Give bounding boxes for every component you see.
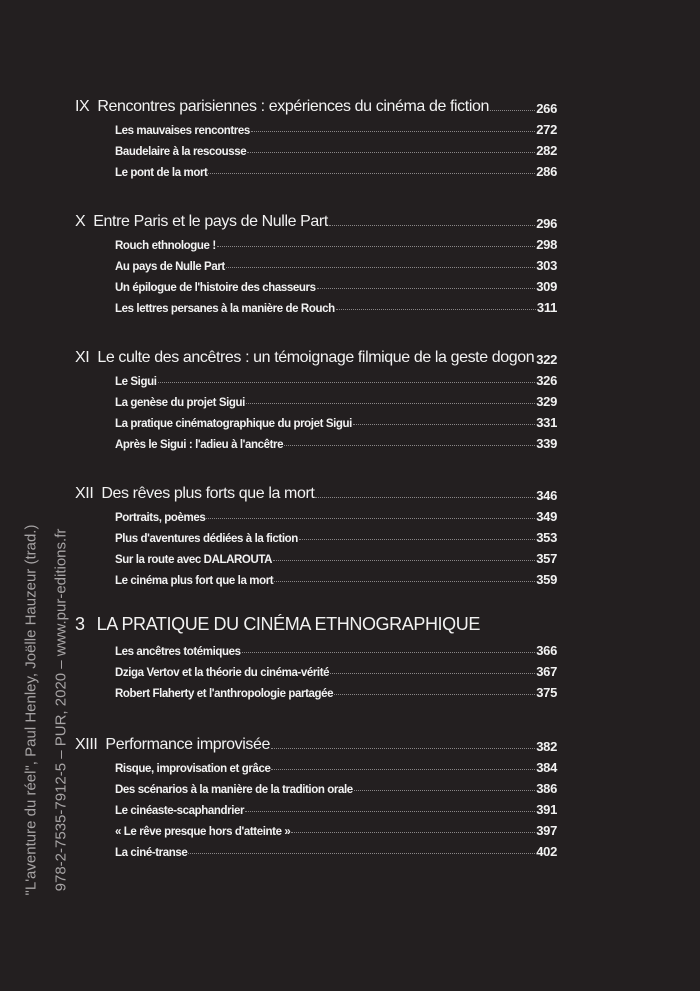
section-entry[interactable] [75, 566, 557, 587]
chapter-title [75, 485, 314, 503]
chapter-title-text: Des rêves plus forts que la mort [101, 485, 315, 502]
page-number: 282 [536, 143, 557, 158]
dot-leader [354, 790, 535, 791]
page-number: 309 [536, 279, 557, 294]
chapter-title-text: Performance improvisée [105, 736, 271, 753]
section-entry[interactable] [75, 367, 557, 388]
section-entry[interactable] [75, 409, 557, 430]
page-number: 349 [536, 509, 557, 524]
dot-leader [284, 445, 535, 446]
section-title: Plus d'aventures dédiées à la fiction [115, 533, 298, 545]
chapter-entry[interactable] [75, 343, 557, 367]
dot-leader [226, 267, 535, 268]
chapter-title-text: Le culte des ancêtres : un témoignage filmique de la geste dogon [97, 349, 535, 366]
page-number: 322 [536, 352, 558, 367]
section-entry[interactable] [75, 158, 557, 179]
dot-leader [329, 225, 535, 226]
chapter-title [75, 213, 328, 231]
chapter-title [75, 98, 489, 116]
dot-leader [271, 769, 535, 770]
chapter-entry[interactable] [75, 730, 557, 754]
page-number: 366 [536, 643, 557, 658]
page-number: 359 [536, 572, 557, 587]
chapter-entry[interactable] [75, 207, 557, 231]
page-number: 272 [536, 122, 557, 137]
page-number: 367 [536, 664, 557, 679]
dot-leader [291, 832, 535, 833]
section-entry[interactable] [75, 545, 557, 566]
section-title: La ciné-transe [115, 847, 188, 859]
section-title: Le cinéaste-scaphandrier [115, 805, 245, 817]
section-title: Le pont de la mort [115, 167, 208, 179]
page-number: 339 [536, 436, 557, 451]
section-entry[interactable] [75, 273, 557, 294]
chapter-title-text: Entre Paris et le pays de Nulle Part [93, 213, 328, 230]
page-number: 384 [536, 760, 557, 775]
dot-leader [273, 560, 535, 561]
section-title: Risque, improvisation et grâce [115, 763, 271, 775]
section-title: Baudelaire à la rescousse [115, 146, 247, 158]
page-number: 346 [536, 488, 557, 503]
section-entry[interactable] [75, 503, 557, 524]
section-title: Au pays de Nulle Part [115, 261, 225, 273]
page-number: 382 [536, 739, 557, 754]
section-title: Rouch ethnologue ! [115, 240, 216, 252]
section-title: La pratique cinématographique du projet Sigui [115, 418, 352, 430]
dot-leader [317, 288, 536, 289]
section-entry[interactable] [75, 775, 557, 796]
section-entry[interactable] [75, 116, 557, 137]
spacer [75, 451, 557, 479]
section-entry[interactable] [75, 294, 557, 315]
chapter-number: 3 [75, 614, 85, 634]
part-title [75, 614, 480, 635]
chapter-number: XI [75, 349, 90, 366]
page-number: 386 [536, 781, 557, 796]
dot-leader [336, 309, 536, 310]
watermark-line-2: 978-2-7535-7912-5 – PUR, 2020 – www.pur-editions.fr [52, 528, 70, 892]
dot-leader [188, 853, 535, 854]
section-title: Sur la route avec DALAROUTA [115, 554, 273, 566]
page-number: 402 [536, 844, 557, 859]
spacer [75, 700, 557, 730]
dot-leader [330, 673, 535, 674]
dot-leader [299, 539, 535, 540]
dot-leader [271, 748, 535, 749]
page-number: 303 [536, 258, 557, 273]
dot-leader [242, 652, 536, 653]
spacer [75, 587, 557, 607]
chapter-entry[interactable] [75, 479, 557, 503]
section-title: Les lettres persanes à la manière de Rouch [115, 303, 335, 315]
dot-leader [353, 424, 535, 425]
section-title: Des scénarios à la manière de la tradition orale [115, 784, 353, 796]
chapter-number: IX [75, 98, 90, 115]
dot-leader [334, 694, 535, 695]
dot-leader [274, 581, 535, 582]
section-entry[interactable] [75, 838, 557, 859]
watermark-line-1: "L'aventure du réel", Paul Henley, Joëlle Hauzeur (trad.) [22, 524, 40, 896]
section-entry[interactable] [75, 430, 557, 451]
dot-leader [217, 246, 535, 247]
section-entry[interactable] [75, 137, 557, 158]
chapter-number: XII [75, 485, 94, 502]
page-number: 266 [536, 101, 557, 116]
page-number: 326 [536, 373, 557, 388]
section-title: Portraits, poèmes [115, 512, 206, 524]
spacer [75, 315, 557, 343]
page-number: 375 [536, 685, 557, 700]
page-number: 296 [536, 216, 557, 231]
part-heading[interactable] [75, 607, 557, 635]
section-title: Les ancêtres totémiques [115, 646, 241, 658]
page-number: 353 [536, 530, 557, 545]
dot-leader [245, 811, 535, 812]
section-title: « Le rêve presque hors d'atteinte » [115, 826, 291, 838]
dot-leader [247, 152, 535, 153]
page-number: 329 [536, 394, 557, 409]
spacer [75, 179, 557, 207]
table-of-contents [75, 92, 557, 859]
chapter-title [75, 736, 270, 754]
section-entry[interactable] [75, 817, 557, 838]
section-entry[interactable] [75, 231, 557, 252]
section-title: Robert Flaherty et l'anthropologie partagée [115, 688, 334, 700]
chapter-title-text: LA PRATIQUE DU CINÉMA ETHNOGRAPHIQUE [96, 614, 480, 634]
section-title: Le Sigui [115, 376, 157, 388]
section-title: Dziga Vertov et la théorie du cinéma-vérité [115, 667, 330, 679]
section-entry[interactable] [75, 679, 557, 700]
page-number: 286 [536, 164, 557, 179]
dot-leader [158, 382, 536, 383]
section-entry[interactable] [75, 524, 557, 545]
dot-leader [208, 173, 535, 174]
section-entry[interactable] [75, 754, 557, 775]
chapter-number: X [75, 213, 86, 230]
dot-leader [246, 403, 535, 404]
section-title: Le cinéma plus fort que la mort [115, 575, 274, 587]
chapter-entry[interactable] [75, 92, 557, 116]
section-entry[interactable] [75, 796, 557, 817]
dot-leader [315, 497, 535, 498]
dot-leader [251, 131, 535, 132]
section-title: Après le Sigui : l'adieu à l'ancêtre [115, 439, 284, 451]
page-number: 397 [536, 823, 557, 838]
dot-leader [206, 518, 535, 519]
section-entry[interactable] [75, 388, 557, 409]
chapter-title-text: Rencontres parisiennes : expériences du cinéma de fiction [97, 98, 489, 115]
section-entry[interactable] [75, 637, 557, 658]
page-number: 357 [536, 551, 557, 566]
page-number: 298 [536, 237, 557, 252]
chapter-number: XIII [75, 736, 98, 753]
section-title: Un épilogue de l'histoire des chasseurs [115, 282, 316, 294]
page-number: 331 [536, 415, 557, 430]
page-number: 311 [536, 300, 557, 315]
chapter-title [75, 349, 534, 367]
section-title: Les mauvaises rencontres [115, 125, 250, 137]
dot-leader [490, 110, 535, 111]
section-entry[interactable] [75, 658, 557, 679]
section-title: La genèse du projet Sigui [115, 397, 245, 409]
section-entry[interactable] [75, 252, 557, 273]
page-number: 391 [536, 802, 557, 817]
